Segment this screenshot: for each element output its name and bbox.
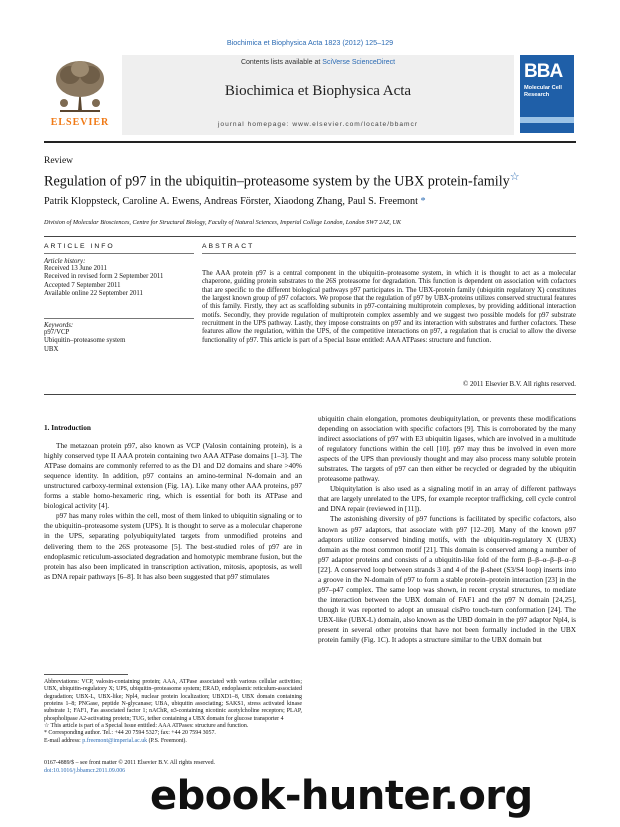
journal-masthead — [44, 55, 576, 135]
corresponding-footnote: * Corresponding author. Tel.: +44 20 7594 5327; fax: +44 20 7594 3057. — [44, 730, 216, 737]
keyword: Ubiquitin–proteasome system — [44, 337, 126, 345]
paragraph: ubiquitin chain elongation, promotes deubiquitylation, or prevents these modifications depending on association with specific cofactors [9]. This is corroborated by the many indirect associations of p97 with E3 ubiquitin ligases, which are involved in a multitude of regulatory functions within the cell [10]. p97 may thus be involved in even more aspects of the UPS than previously thought and may also process many soluble protein substrates. The targets of p97 can then either be recycled or degraded by the ubiquitin proteasome pathway. — [318, 414, 576, 484]
article-section: Review — [44, 156, 74, 166]
history-label: Article history: — [44, 258, 86, 265]
paragraph: Ubiquitylation is also used as a signaling motif in an array of different pathways that are largely unrelated to the UPS, for example receptor trafficking, cell cycle control and DNA repair (reviewed in [11]). — [318, 484, 576, 514]
keywords-rule — [44, 318, 194, 319]
email-label: E-mail address: — [44, 737, 83, 744]
issn-line: 0167-4889/$ – see front matter © 2011 Elsevier B.V. All rights reserved. — [44, 760, 216, 766]
contents-prefix: Contents lists available at — [240, 59, 323, 66]
header-rule — [44, 236, 576, 237]
keywords — [44, 322, 194, 354]
history-item: Received in revised form 2 September 2011 — [44, 273, 164, 281]
abstract-rule — [202, 253, 576, 254]
abstract-bottom-rule — [44, 394, 576, 395]
paragraph: p97 has many roles within the cell, most of them linked to ubiquitin signaling or to the ubiquitin–proteasome system (UPS). It is thought to serve as a molecular chaperone in the UPS, separating polyubiquitylated targets from unmodified proteins and delivering them to the 26S proteasome [5]. The best-studied roles of p97 are in endoplasmic reticulum-associated degradation and homotypic membrane fusion, but the protein has also been implicated in transcription activation, mitosis, apoptosis, as well as DNA repair pathways [6–8]. It has also been suggested that p97 stimulates — [44, 511, 302, 581]
abbreviations-footnote: Abbreviations: VCP, valosin-containing protein; AAA, ATPase associated with various cellular activities; UBX, ubiquitin-regulatory X; UPS, ubiquitin–proteasome system; ERAD, endoplasmic reticulum-associated degradation; UBX-L, UBX-like; Npl4, nuclear protein localization; UBXD1–8, UBX domain containing proteins 1–8; PNGase, peptide N-glycanase; UBA, ubiquitin associating; SAKS1, stress activated kinase substrate 1; FAF1, Fas associated factor 1; nAChR, α3-containing nicotinic acetylcholine receptors; PLAP, phospholipase A2-activating protein; TUG, tether containing a UBX domain for glucose transporter 4 — [44, 679, 302, 722]
elsevier-logo — [44, 57, 116, 131]
contents-line — [122, 59, 514, 66]
article-info-heading: ARTICLE INFO — [44, 243, 115, 250]
journal-homepage-link[interactable]: journal homepage: www.elsevier.com/locate/bbamcr — [217, 121, 419, 128]
title-text: Regulation of p97 in the ubiquitin–proteasome system by the UBX protein-family — [44, 173, 510, 190]
article-title — [44, 170, 584, 191]
paragraph: The metazoan protein p97, also known as VCP (Valosin containing protein), is a highly conserved type II AAA protein containing two AAA ATPase domains [1–3]. The ATPase domains are commonly referred to as the D1 and D2 domains and share >40% sequence identity. In addition, p97 contains an amino-terminal N-domain and an unstructured carboxy-terminal extension (Fig. 1A). Like many other AAA proteins, p97 forms a stable homo-hexameric ring, which is essential for both its ATPase and biological activity [4]. — [44, 441, 302, 511]
affiliation: Division of Molecular Biosciences, Centre for Structural Biology, Faculty of Natural Sciences, Imperial College London, London SW7 2AZ, UK — [44, 219, 402, 226]
cover-letters: BBA — [524, 61, 563, 82]
copyright: © 2011 Elsevier B.V. All rights reserved. — [463, 381, 576, 388]
masthead-center — [122, 55, 514, 135]
title-footnote-mark[interactable]: ☆ — [509, 171, 520, 183]
paragraph: The astonishing diversity of p97 functions is facilitated by specific cofactors, also known as p97 adaptors, that associate with p97 [12–20]. Many of the known p97 adaptors utilize conserved binding motifs, with the ubiquitin-regulatory X (UBX) domain as the most common motif [21]. This domain is conserved among a number of p97 adaptor proteins and consists of a ubiquitin-like fold of the form β–β–α–β–β–α–β [22]. A conserved loop between strands 3 and 4 of the β-sheet (S3/S4 loop) inserts into a groove in the N-domain of p97 to form a stable protein–protein interaction [23] in the p97–p47 complex. The same loop was shown, in recent crystal structures, to mediate the interaction between the UBX domain of FAF1 and the p97 N domain [24,25], though it was reported to adopt an unusual cisPro touch-turn conformation [24]. The UBX-like (UBX-L) domain, also known as the UBD domain in the p97 adaptor Npl4, is present in several other proteins that have not been formally included in the UBX protein family (Fig. 1C). It adopts a structure similar to the UBX domain but — [318, 514, 576, 645]
corresponding-author-mark[interactable]: * — [420, 196, 426, 207]
journal-title: Biochimica et Biophysica Acta — [224, 83, 412, 99]
keyword: UBX — [44, 345, 59, 353]
doi-link[interactable]: doi:10.1016/j.bbamcr.2011.09.006 — [44, 767, 126, 774]
sciencedirect-link[interactable]: SciVerse ScienceDirect — [322, 59, 396, 66]
email-link[interactable]: p.freemont@imperial.ac.uk — [82, 737, 148, 744]
history-item: Received 13 June 2011 — [44, 265, 107, 272]
journal-cover — [520, 55, 574, 133]
author-list — [44, 196, 584, 207]
footnote-rule — [44, 674, 128, 675]
body-left-column — [44, 415, 302, 582]
section-heading: 1. Introduction — [44, 423, 91, 432]
watermark: ebook-hunter.org — [150, 773, 533, 819]
special-issue-footnote: ☆ This article is part of a Special Issue entitled: AAA ATPases: structure and function. — [44, 723, 249, 730]
journal-reference[interactable]: Biochimica et Biophysica Acta 1823 (2012) 125–129 — [226, 38, 394, 47]
cover-subtitle: Molecular Cell Research — [524, 85, 562, 98]
history-item: Available online 22 September 2011 — [44, 290, 143, 298]
footnotes — [44, 679, 302, 745]
body-right-column — [318, 414, 576, 645]
keywords-label: Keywords: — [44, 322, 74, 329]
email-footnote — [44, 738, 302, 745]
info-rule — [44, 253, 194, 254]
masthead-rule — [44, 141, 576, 143]
keyword: p97/VCP — [44, 329, 70, 336]
abstract-text: The AAA protein p97 is a central component in the ubiquitin–proteasome system, in which it is thought to act as a molecular chaperone, guiding protein substrates to the 26S proteasome for degradation. This function is dependent on association with cofactors that are specific to the different biological pathways p97 participates in. The UBX-protein family (ubiquitin regulatory X) constitutes the largest known group of p97 cofactors. We propose that the regulation of p97 by UBX-proteins utilizes conserved structural features of this family. Firstly, they act as scaffolding subunits in p97-containing multiprotein complexes, by providing additional interaction motifs. Secondly, they provide regulation of multiprotein complex assembly and we suggest two possible models for p97 substrate recruitment in the UPS pathway. Lastly, they impose constraints on p97 and its interaction with substrates and further cofactors. These features allow the regulation, within the UPS, of the competitive interactions on p97, a regulation that is crucial to allow the diverse functionality of p97. This article is part of a Special Issue entitled: AAA ATPases: structure and function. — [202, 270, 576, 344]
article-info — [44, 258, 194, 299]
cover-stripe — [520, 117, 574, 123]
history-item: Accepted 7 September 2011 — [44, 281, 121, 289]
elsevier-tree-icon — [50, 57, 110, 113]
authors-text: Patrik Kloppsteck, Caroline A. Ewens, Andreas Förster, Xiaodong Zhang, Paul S. Freemont — [44, 196, 418, 207]
email-suffix: (P.S. Freemont). — [147, 737, 187, 744]
abstract-heading: ABSTRACT — [202, 243, 255, 250]
publisher-name: ELSEVIER — [50, 117, 110, 128]
